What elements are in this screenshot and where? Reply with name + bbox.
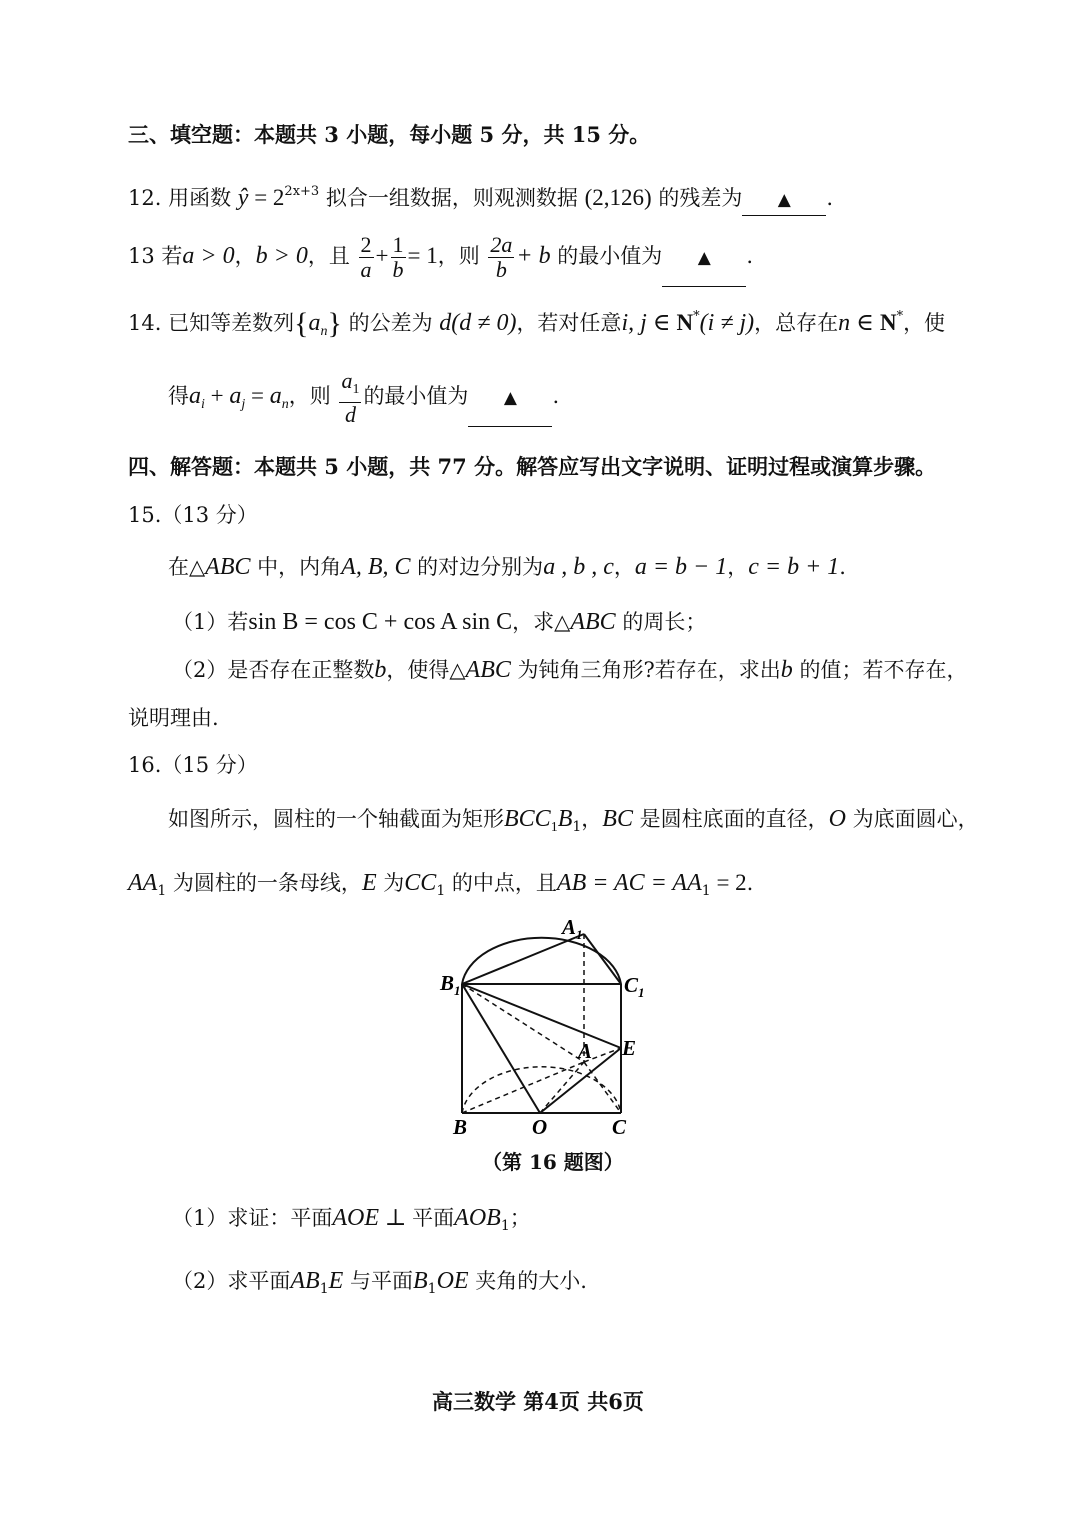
- edge-b1a1: [462, 934, 584, 984]
- q12-end: .: [826, 186, 834, 210]
- q14-i: i: [201, 397, 205, 412]
- q12-point: (2,126): [584, 185, 652, 210]
- question-14-line-2: [168, 368, 559, 433]
- q16-s2-text-3: 的中点，且: [445, 871, 557, 895]
- q13-f1-den: a: [360, 257, 372, 282]
- q14-star: *: [693, 309, 700, 324]
- section-4-heading: 四、解答题：本题共 5 小题，共 77 分。解答应写出文字说明、证明过程或演算步骤。: [128, 454, 937, 479]
- q13-answer-blank[interactable]: [662, 228, 746, 287]
- q16-header: 16.（15 分）: [128, 753, 258, 777]
- q12-text: 用函数: [168, 186, 232, 210]
- q14-ai: a: [189, 383, 201, 409]
- label-o: O: [532, 1115, 548, 1139]
- q16-p1-text-2: 平面: [412, 1206, 455, 1230]
- top-arc: [462, 938, 621, 984]
- q13-blank-marker: ▲: [697, 248, 711, 268]
- base-arc-dashed: [462, 1067, 621, 1113]
- q12-yhat: ŷ: [237, 185, 249, 211]
- q15-sides: a , b , c: [543, 554, 614, 580]
- cylinder-figure: [420, 912, 660, 1142]
- q16-p2-text-2: 与平面: [343, 1269, 413, 1293]
- q15-part-2: [172, 655, 967, 685]
- q14-frac-num-1: 1: [352, 381, 360, 397]
- q13-f3-den: b: [495, 257, 507, 282]
- q14-blank-marker: ▲: [503, 388, 517, 408]
- edge-b1e: [462, 984, 621, 1048]
- edge-b1o: [462, 984, 540, 1113]
- q14-answer-blank[interactable]: [468, 368, 552, 427]
- q14-text-3: ，若对任意: [516, 311, 622, 335]
- q16-p1-aoe: AOE: [332, 1205, 380, 1231]
- q15-stem-text: 在△: [168, 555, 206, 579]
- q16-stem-line-1: 如图所示，圆柱的一个轴截面为矩形$BCC_1B_1$，BC 是圆柱底面的直径，O 为底面圆心，: [168, 806, 979, 835]
- q12-exponent: 2x+3: [284, 184, 320, 199]
- q15-p1-text: （1）若: [172, 610, 249, 634]
- label-c: C: [612, 1115, 627, 1139]
- q13-cond-b: b > 0: [255, 243, 308, 269]
- q15-sep: ，: [613, 555, 635, 579]
- q13-eq: = 1: [407, 243, 438, 268]
- q15-stem-end: .: [839, 555, 846, 579]
- q15-p2-abc: ABC: [465, 657, 511, 683]
- page-footer: 高三数学 第4页 共6页: [432, 1389, 644, 1414]
- q16-s2-end: .: [746, 871, 754, 895]
- q13-cond-a: a > 0: [182, 243, 235, 269]
- q14-brace-close: }: [327, 307, 342, 340]
- q14-plus: +: [204, 383, 230, 408]
- q15-header: 15.（13 分）: [128, 503, 258, 527]
- label-e: E: [622, 1036, 637, 1060]
- q12-blank-marker: ▲: [777, 190, 791, 210]
- q15-p2-b: b: [374, 657, 387, 683]
- q14-n-in: n ∈: [838, 310, 880, 336]
- label-b1: $B_1$: [440, 971, 461, 998]
- q14-end: .: [552, 384, 560, 408]
- q16-p1-aob1: AOB: [454, 1205, 501, 1231]
- q15-p1-text-3: 的周长；: [615, 610, 707, 634]
- q14-frac-a1-over-d: [339, 369, 361, 427]
- q15-p1-equation: sin B = cos C + cos A sin C: [248, 609, 513, 635]
- q12-number: 12.: [128, 186, 162, 210]
- q14-cond: (d ≠ 0): [451, 310, 517, 336]
- q13-text-3: ，则: [437, 244, 480, 268]
- edge-b1a-dashed: [462, 984, 584, 1062]
- q13-plus-b: + b: [516, 243, 551, 269]
- q16-s1-text-2: 是圆柱底面的直径，: [632, 807, 829, 831]
- q16-p2-text: （2）求平面: [172, 1269, 291, 1293]
- q15-p1-abc: ABC: [570, 609, 616, 635]
- q14-l2-text-3: 的最小值为: [363, 384, 469, 408]
- q15-p2-text-2: ，使得△: [386, 658, 466, 682]
- q14-number: 14.: [128, 311, 162, 335]
- q16-aa1: AA: [128, 870, 158, 896]
- q15-part-2-line-2: 说明理由.: [128, 706, 219, 730]
- q16-e: E: [361, 870, 377, 896]
- q16-p1-perp: ⊥: [379, 1205, 413, 1230]
- q16-part-1: （1）求证：平面AOE ⊥ 平面$AOB_1$；: [172, 1205, 531, 1234]
- q15-rel-a: a = b − 1: [634, 554, 728, 580]
- q16-p1-end: ；: [509, 1206, 531, 1230]
- q16-p2-b1oe: OE: [436, 1268, 469, 1294]
- q15-p2-text: （2）是否存在正整数: [172, 658, 375, 682]
- q14-ineq: (i ≠ j): [699, 310, 755, 336]
- q12-answer-blank[interactable]: [742, 183, 826, 216]
- q16-equalities: AB = AC = AA: [556, 870, 702, 896]
- label-a: A: [578, 1039, 593, 1063]
- q15-abc: ABC: [205, 554, 251, 580]
- q16-bc: BC: [602, 806, 633, 832]
- q15-sep-2: ，: [727, 555, 749, 579]
- q13-number: 13: [128, 244, 155, 268]
- q12-eq: = 2: [248, 185, 285, 210]
- q16-s1-text-3: 为底面圆心，: [845, 807, 979, 831]
- q16-eq-2: = 2: [710, 870, 747, 895]
- q14-aj: a: [229, 383, 242, 409]
- q15-rel-c: c = b + 1: [748, 554, 840, 580]
- q16-cc1: CC: [404, 870, 437, 896]
- q13-text: 若: [161, 244, 183, 268]
- q13-f3-num: 2a: [490, 232, 513, 257]
- q16-o: O: [828, 806, 846, 832]
- label-b: B: [453, 1115, 468, 1139]
- q14-text-5: ，使: [903, 311, 946, 335]
- q14-l2-text-2: ，则: [288, 384, 331, 408]
- q16-s2-text: 为圆柱的一条母线，: [166, 871, 362, 895]
- q14-frac-num-a: a: [341, 367, 353, 393]
- q14-an: a: [269, 383, 282, 409]
- q13-frac-2a-over-b: [488, 233, 514, 282]
- label-c1: $C_1$: [624, 973, 645, 1000]
- q16-s1-text: 如图所示，圆柱的一个轴截面为矩形: [168, 807, 504, 831]
- figure-caption: （第 16 题图）: [482, 1150, 624, 1174]
- q16-p1-text: （1）求证：平面: [172, 1206, 333, 1230]
- q13-f2-den: b: [392, 257, 404, 282]
- question-14: [128, 302, 945, 347]
- q14-star-2: *: [896, 309, 904, 324]
- q13-f1-num: 2: [360, 232, 372, 257]
- q15-p2-b-2: b: [780, 657, 793, 683]
- q15-stem-text-2: 中，内角: [250, 555, 342, 579]
- q15-p2-text-4: 的值；若不存在，: [792, 658, 968, 682]
- q16-p2-text-3: 夹角的大小.: [468, 1269, 587, 1293]
- question-12: [128, 177, 833, 216]
- edge-ac-dashed: [584, 1062, 621, 1113]
- q13-text-2: ，且: [307, 244, 350, 268]
- q15-p2-text-3: 为钝角三角形?若存在，求出: [510, 658, 781, 682]
- q15-part-1: [172, 607, 706, 637]
- q14-eq: =: [245, 383, 270, 408]
- q13-frac-2-over-a: [359, 233, 374, 282]
- q14-ij: i, j ∈: [621, 310, 677, 336]
- q15-p1-text-2: ，求△: [512, 610, 571, 634]
- q15-angles: A, B, C: [341, 554, 411, 580]
- edge-a1c1: [584, 934, 621, 984]
- q16-rect-bcc: BCC: [504, 806, 551, 832]
- q14-text-4: ，总存在: [754, 311, 839, 335]
- q13-end: .: [746, 244, 753, 268]
- q13-sep: ，: [234, 244, 256, 268]
- q14-frac-den: d: [344, 401, 356, 427]
- q14-n: n: [281, 397, 289, 412]
- q12-text-3: 的残差为: [658, 186, 743, 210]
- q14-text: 已知等差数列: [168, 311, 295, 335]
- q16-s1-sep: ，: [581, 807, 603, 831]
- q13-f2-num: 1: [392, 232, 404, 257]
- q14-d: d: [439, 310, 452, 336]
- q14-N-2: N: [879, 310, 897, 335]
- q14-seq-n: n: [320, 324, 328, 339]
- q16-stem-line-2: $AA_1$ 为圆柱的一条母线，E 为$CC_1$ 的中点，且AB = AC = $AA_1 = 2$.: [128, 870, 754, 899]
- q14-text-2: 的公差为: [341, 311, 433, 335]
- q13-frac-1-over-b: [391, 233, 406, 282]
- q12-text-2: 拟合一组数据，则观测数据: [325, 186, 578, 210]
- q14-j: j: [241, 397, 246, 412]
- q14-N: N: [676, 310, 694, 335]
- edge-oa-dashed: [540, 1062, 584, 1113]
- q15-stem: [168, 552, 846, 582]
- q16-p2-ab1e: AB: [290, 1268, 320, 1294]
- q14-seq-a: a: [308, 310, 321, 336]
- q14-l2-text: 得: [168, 384, 189, 408]
- q16-s2-text-2: 为: [376, 871, 405, 895]
- q13-text-4: 的最小值为: [550, 244, 663, 268]
- label-a1: $A_1$: [562, 915, 583, 942]
- edge-ba-dashed: [462, 1062, 584, 1113]
- q13-plus: +: [375, 243, 389, 268]
- q15-stem-text-3: 的对边分别为: [410, 555, 544, 579]
- section-3-heading: 三、填空题：本题共 3 小题，每小题 5 分，共 15 分。: [128, 122, 651, 147]
- q14-brace-open: {: [294, 307, 309, 340]
- question-13: [128, 228, 753, 287]
- q16-part-2: （2）求平面$AB_1E$ 与平面$B_1OE$ 夹角的大小.: [172, 1268, 587, 1297]
